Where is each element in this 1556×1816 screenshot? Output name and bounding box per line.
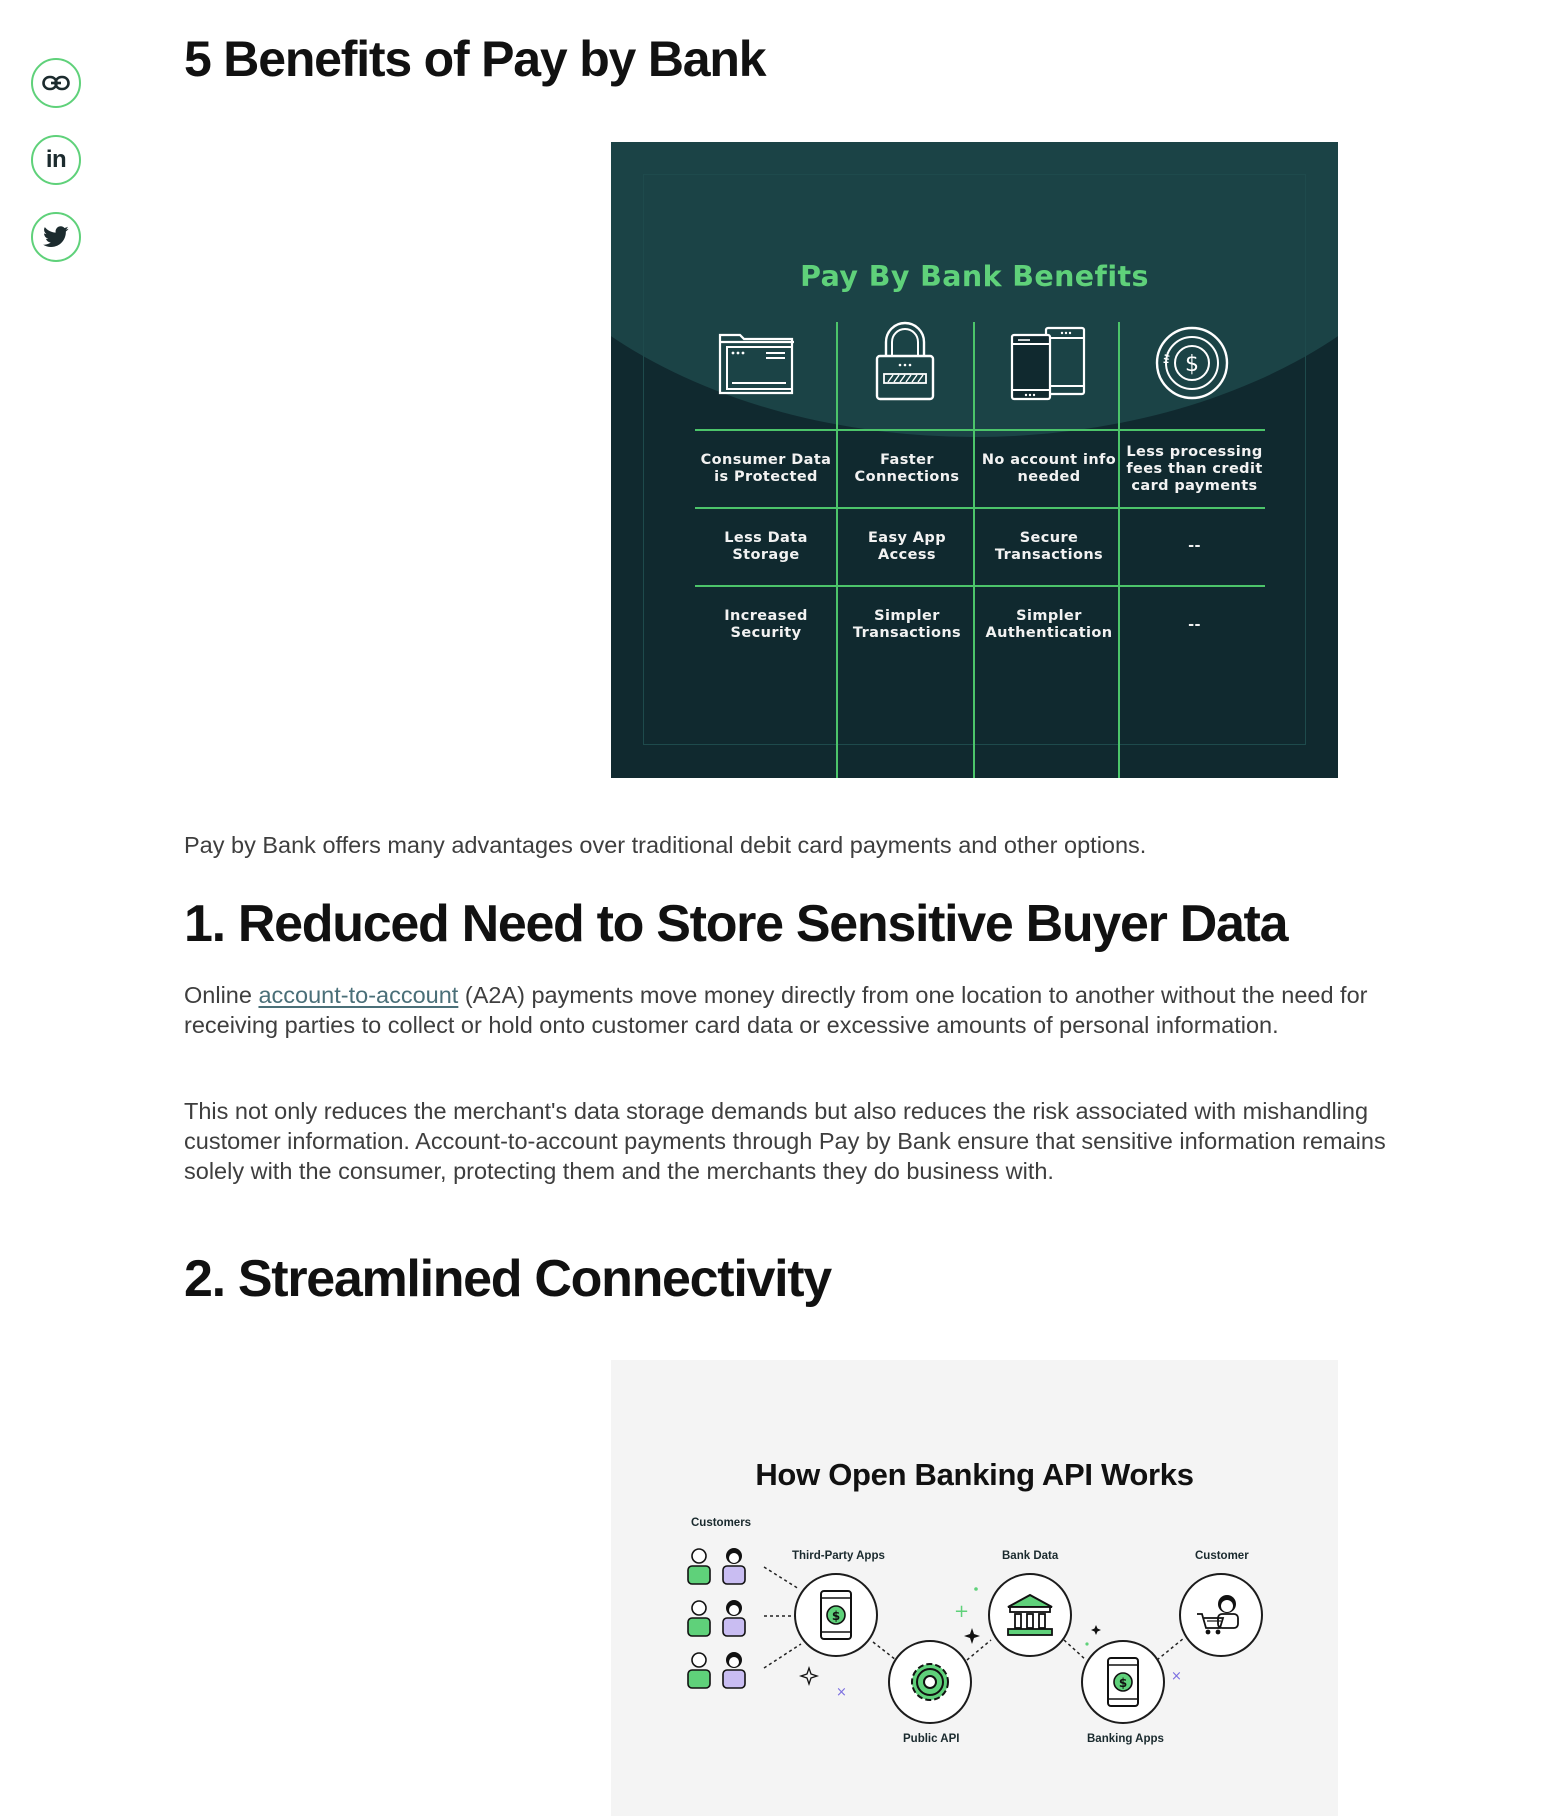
table-cell: Simpler Transactions xyxy=(852,608,962,641)
folder-icon xyxy=(718,330,796,396)
svg-text:×: × xyxy=(836,1685,847,1700)
customer-label: Customer xyxy=(1195,1550,1249,1562)
customers-people-icon xyxy=(685,1544,753,1694)
benefits-figure-title: Pay By Bank Benefits xyxy=(800,260,1149,293)
paragraph-text: Online xyxy=(184,982,259,1008)
svg-text:×: × xyxy=(1171,1669,1182,1684)
table-divider xyxy=(695,507,1265,509)
section-2-heading: 2. Streamlined Connectivity xyxy=(184,1250,831,1308)
linkedin-share-button[interactable] xyxy=(31,135,81,185)
api-figure-title: How Open Banking API Works xyxy=(755,1457,1194,1492)
pay-by-bank-benefits-image xyxy=(611,142,1338,778)
table-cell: No account info needed xyxy=(981,452,1117,485)
svg-text:+: + xyxy=(954,1601,970,1622)
share-rail xyxy=(31,58,81,289)
page-title: 5 Benefits of Pay by Bank xyxy=(184,31,766,87)
table-cell: Consumer Data is Protected xyxy=(700,452,832,485)
svg-text:$: $ xyxy=(1185,352,1199,377)
account-to-account-link[interactable]: account-to-account xyxy=(258,982,459,1008)
copy-link-button[interactable] xyxy=(31,58,81,108)
twitter-icon xyxy=(43,226,69,248)
gear-icon xyxy=(905,1657,955,1707)
link-icon xyxy=(42,75,70,91)
shopping-customer-icon xyxy=(1195,1592,1247,1638)
coin-icon xyxy=(1154,325,1230,401)
section-1-heading: 1. Reduced Need to Store Sensitive Buyer Data xyxy=(184,895,1288,953)
open-banking-api-image xyxy=(611,1360,1338,1816)
table-divider xyxy=(695,585,1265,587)
phone-money-icon xyxy=(1105,1656,1141,1708)
third-party-apps-node xyxy=(794,1573,878,1657)
phone-money-icon xyxy=(818,1589,854,1641)
svg-text:$: $ xyxy=(831,1609,841,1623)
padlock-icon xyxy=(873,320,937,402)
public-api-node xyxy=(888,1640,972,1724)
table-cell: Faster Connections xyxy=(854,452,960,485)
table-cell: Less Data Storage xyxy=(724,530,808,563)
table-cell: -- xyxy=(1188,617,1201,633)
paragraph-text: (A2A) payments move money directly from one location to another without the need for receiving parties to collect or hold onto customer card data or excessive amounts of personal information. xyxy=(184,982,1368,1038)
customer-node xyxy=(1179,1573,1263,1657)
third-party-apps-label: Third-Party Apps xyxy=(792,1550,885,1562)
table-cell: Easy App Access xyxy=(867,530,946,563)
table-divider xyxy=(695,429,1265,431)
table-cell: Increased Security xyxy=(724,608,808,641)
twitter-share-button[interactable] xyxy=(31,212,81,262)
banking-apps-node xyxy=(1081,1640,1165,1724)
public-api-label: Public API xyxy=(903,1733,960,1745)
bank-data-label: Bank Data xyxy=(1002,1550,1059,1562)
linkedin-icon: in xyxy=(45,146,67,173)
banking-apps-label: Banking Apps xyxy=(1087,1733,1164,1745)
table-cell: Less processing fees than credit card payments xyxy=(1126,444,1263,494)
table-cell: -- xyxy=(1188,538,1201,554)
svg-text:$: $ xyxy=(1118,1676,1128,1690)
devices-icon xyxy=(1010,325,1086,401)
intro-paragraph: Pay by Bank offers many advantages over traditional debit card payments and other options. xyxy=(184,832,1147,858)
table-cell: Secure Transactions xyxy=(994,530,1104,563)
bank-icon xyxy=(1005,1592,1055,1638)
table-cell: Simpler Authentication xyxy=(985,608,1113,641)
section-1-paragraph-1 xyxy=(184,980,1404,1040)
section-1-paragraph-2: This not only reduces the merchant's data storage demands but also reduces the risk associated with mishandling customer information. Account-to-account payments through Pay by Bank ensure that sensitive information remains solely with the consumer, protecting them and the merchants they do business with. xyxy=(184,1098,1386,1184)
bank-data-node xyxy=(988,1573,1072,1657)
customers-label: Customers xyxy=(691,1517,752,1529)
